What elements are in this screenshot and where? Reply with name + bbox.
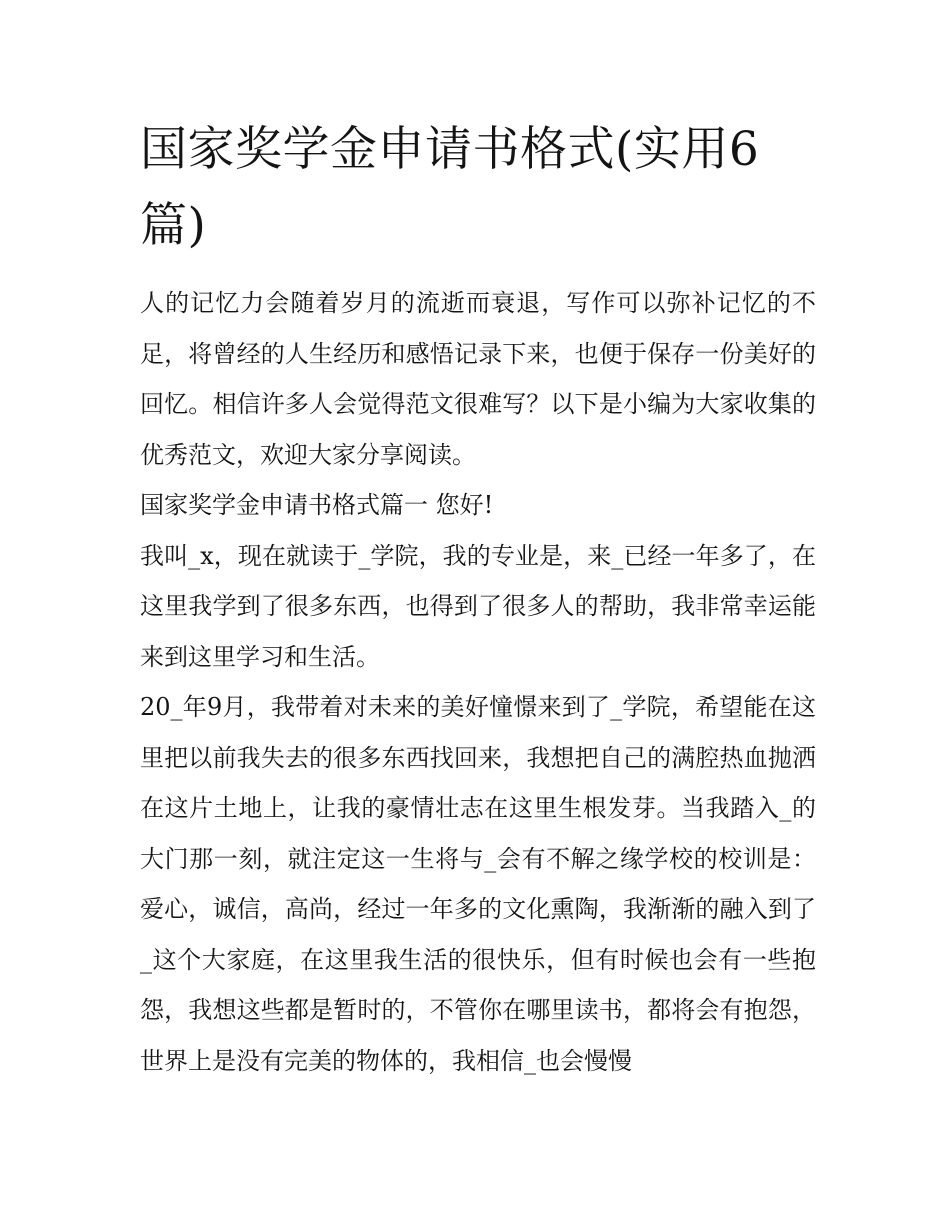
self-introduction-paragraph: 我叫_x，现在就读于_学院，我的专业是，来_已经一年多了，在这里我学到了很多东西，也得到了很多人的帮助，我非常幸运能来到这里学习和生活。 bbox=[140, 541, 816, 671]
document-body bbox=[140, 278, 816, 1086]
experience-paragraph: 20_年9月，我带着对未来的美好憧憬来到了_学院，希望能在这里把以前我失去的很多东西找回来，我想把自己的满腔热血抛洒在这片土地上，让我的豪情壮志在这里生根发芽。当我踏入_的大门那一刻，就注定这一生将与_会有不解之缘学校的校训是：爱心，诚信，高尚，经过一年多的文化熏陶，我渐渐的融入到了_这个大家庭，在这里我生活的很快乐，但有时候也会有一些抱怨，我想这些都是暂时的，不管你在哪里读书，都将会有抱怨，世界上是没有完美的物体的，我相信_也会慢慢 bbox=[140, 693, 816, 1075]
intro-paragraph: 人的记忆力会随着岁月的流逝而衰退，写作可以弥补记忆的不足，将曾经的人生经历和感悟记录下来，也便于保存一份美好的回忆。相信许多人会觉得范文很难写？以下是小编为大家收集的优秀范文，欢迎大家分享阅读。 bbox=[140, 289, 816, 469]
document-title: 国家奖学金申请书格式(实用6篇) bbox=[140, 122, 760, 253]
section-heading-paragraph: 国家奖学金申请书格式篇一 您好! bbox=[140, 491, 494, 519]
